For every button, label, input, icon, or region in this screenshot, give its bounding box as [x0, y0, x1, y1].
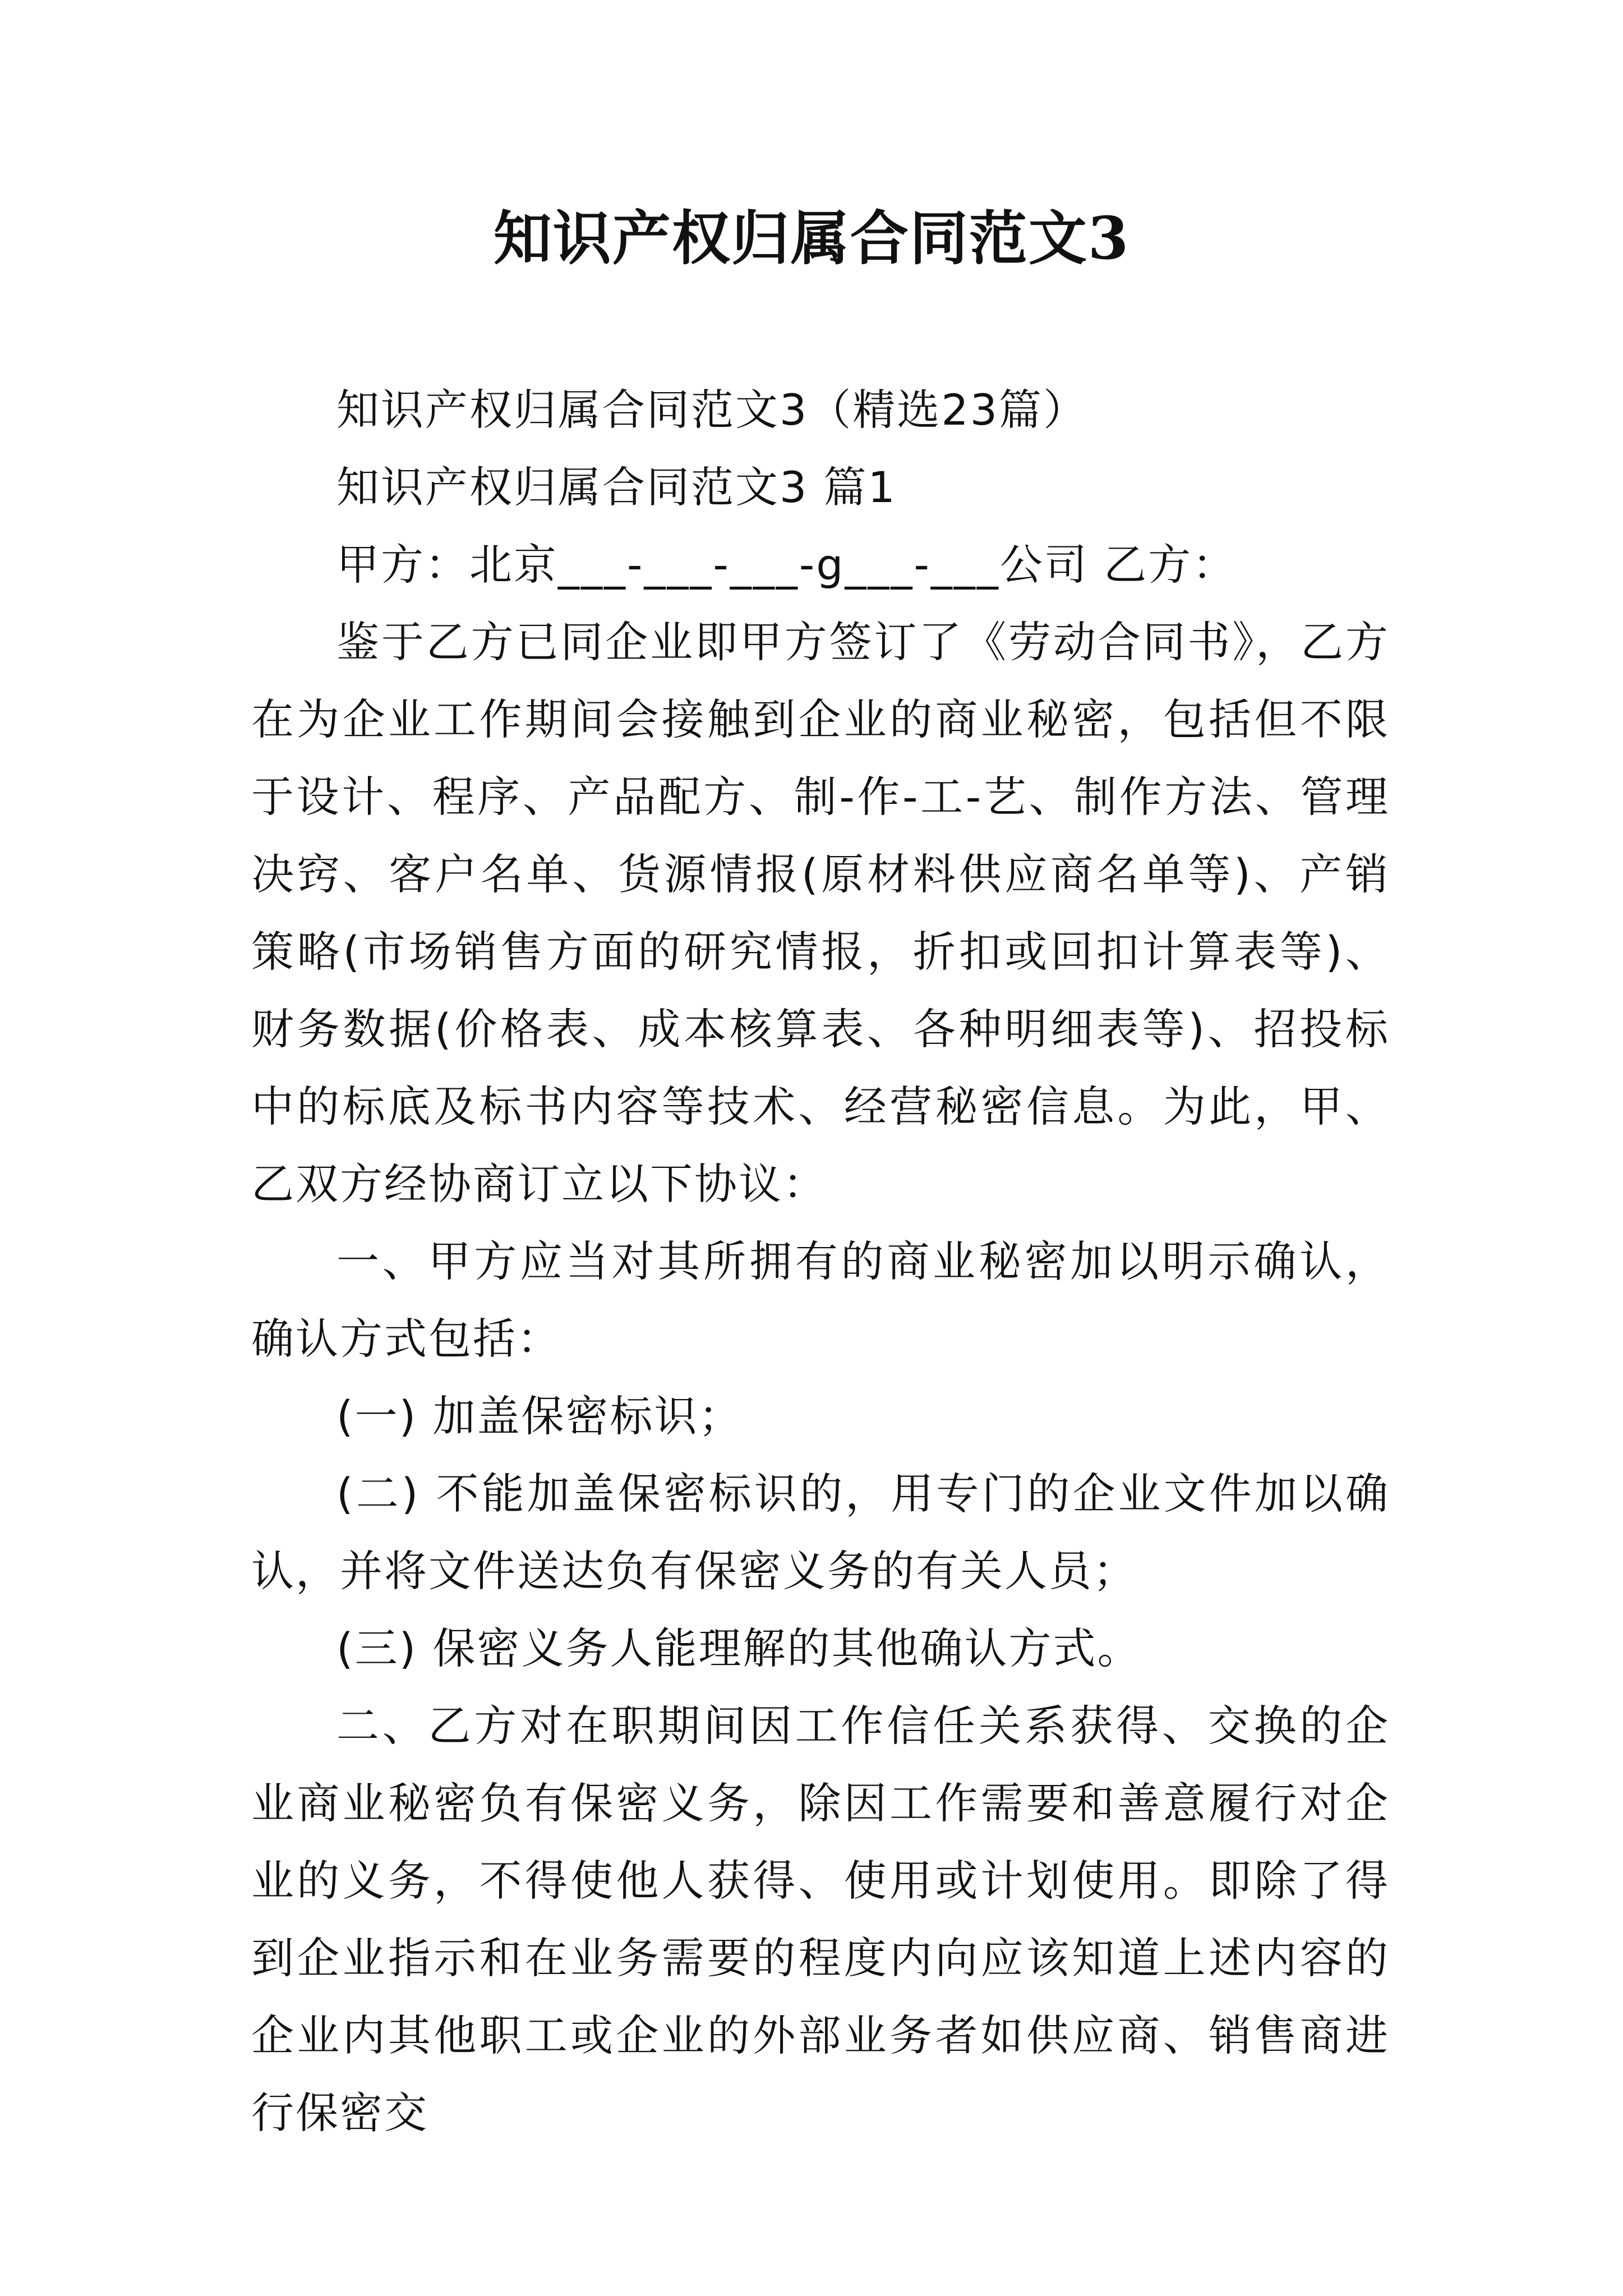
paragraph-recital: 鉴于乙方已同企业即甲方签订了《劳动合同书》，乙方在为企业工作期间会接触到企业的商业秘密，包括但不限于设计、程序、产品配方、制-作-工-艺、制作方法、管理决窍、客户名单、货源情报(原材料供应商名单等)、产销策略(市场销售方面的研究情报，折扣或回扣计算表等)、财务数据(价格表、成本核算表、各种明细表等)、招投标中的标底及标书内容等技术、经营秘密信息。为此，甲、乙双方经协商订立以下协议： [251, 617, 1390, 1209]
paragraph-parties: 甲方：北京___-___-___-g___-___公司 乙方： [336, 540, 1237, 590]
paragraph-clause-2: 二、乙方对在职期间因工作信任关系获得、交换的企业商业秘密负有保密义务，除因工作需要和善意履行对企业的义务，不得使他人获得、使用或计划使用。即除了得到企业指示和在业务需要的程度内向应该知道上述内容的企业内其他职工或企业的外部业务者如供应商、销售商进行保密交 [251, 1701, 1390, 2138]
paragraph-section-heading: 知识产权归属合同范文3 篇1 [336, 462, 897, 512]
paragraph-clause-1-item-2: (二) 不能加盖保密标识的，用专门的企业文件加以确认，并将文件送达负有保密义务的有关人员； [251, 1469, 1390, 1596]
paragraph-subtitle: 知识产权归属合同范文3（精选23篇） [336, 385, 1088, 435]
document-body [251, 371, 1390, 2152]
paragraph-clause-1-item-1: (一) 加盖保密标识； [336, 1391, 743, 1441]
paragraph-clause-1-item-3: (三) 保密义务人能理解的其他确认方式。 [336, 1623, 1142, 1673]
document-title: 知识产权归属合同范文3 [493, 204, 1130, 273]
paragraph-clause-1: 一、甲方应当对其所拥有的商业秘密加以明示确认，确认方式包括： [251, 1236, 1390, 1364]
